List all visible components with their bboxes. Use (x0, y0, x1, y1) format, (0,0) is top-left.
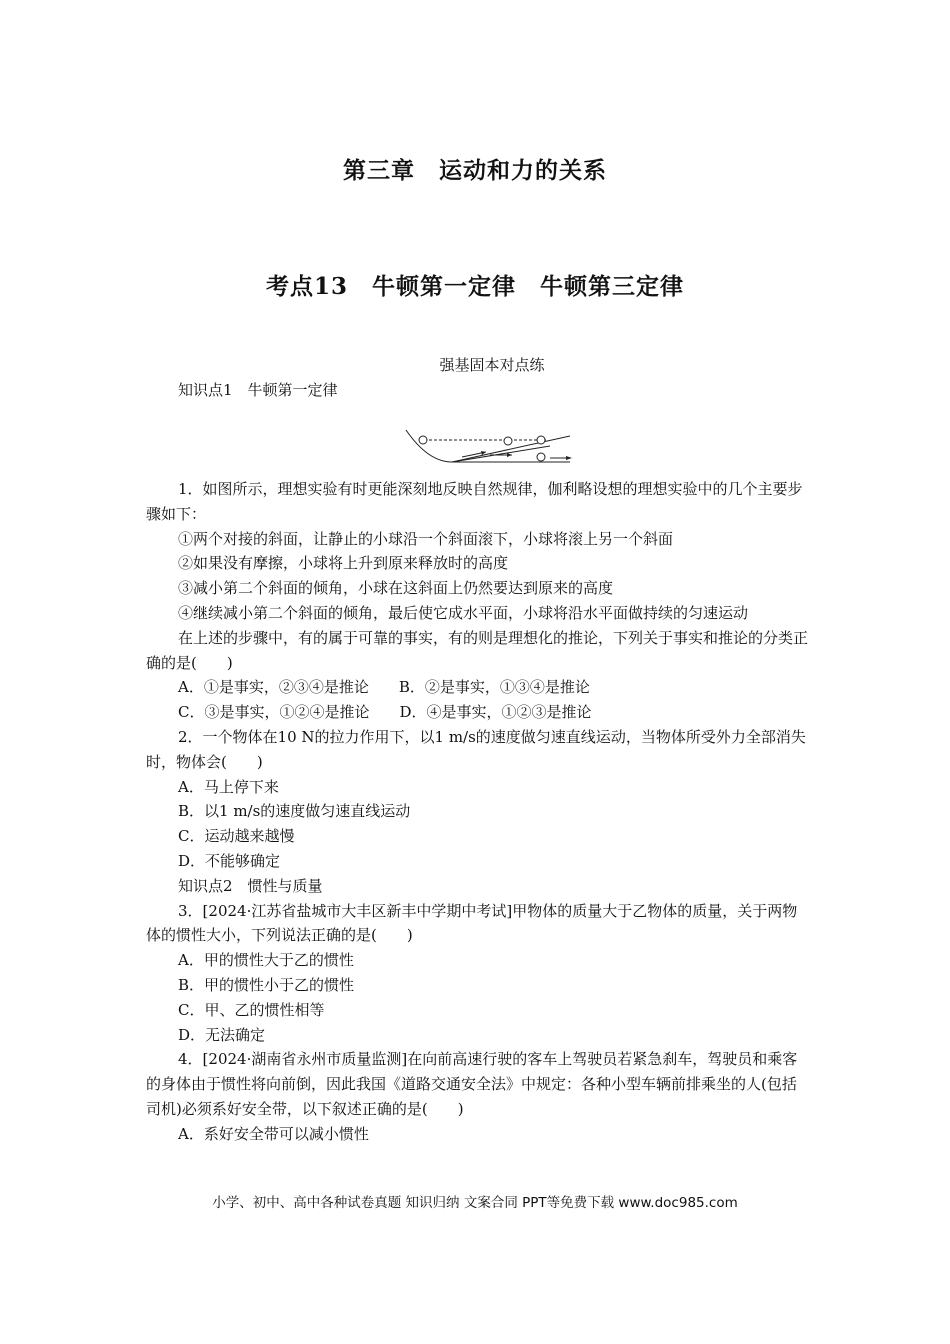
question-body (146, 477, 808, 1147)
q2-option-d: D．不能够确定 (178, 851, 281, 870)
footer-text: 小学、初中、高中各种试卷真题 知识归纳 文案合同 PPT等免费下载 www.doc985.com (212, 1195, 738, 1211)
chapter-title: 第三章 运动和力的关系 (343, 157, 607, 184)
q1-step-4: ④继续减小第二个斜面的倾角，最后使它成水平面，小球将沿水平面做持续的匀速运动 (178, 603, 749, 622)
q3-option-c: C．甲、乙的惯性相等 (178, 1000, 325, 1019)
q1-step-1: ①两个对接的斜面，让静止的小球沿一个斜面滚下，小球将滚上另一个斜面 (178, 529, 674, 548)
q1-step-2: ②如果没有摩擦，小球将上升到原来释放时的高度 (178, 554, 509, 573)
q2-option-b: B．以1 m/s的速度做匀速直线运动 (178, 802, 411, 821)
knowledge-point-2-title: 知识点2 惯性与质量 (178, 876, 323, 895)
section-title: 强基固本对点练 (439, 356, 545, 374)
q3-option-b: B．甲的惯性小于乙的惯性 (178, 975, 355, 994)
q3-option-d: D．无法确定 (178, 1025, 266, 1044)
q1-step-3: ③减小第二个斜面的倾角，小球在这斜面上仍然要达到原来的高度 (178, 579, 614, 598)
q4-stem: 4．[2024·湖南省永州市质量监测]在向前高速行驶的客车上驾驶员若紧急刹车，驾驶员和乘客的身体由于惯性将向前倒，因此我国《道路交通安全法》中规定：各种小型车辆前排乘坐的人(包括司机)必须系好安全带，以下叙述正确的是( ) (146, 1050, 798, 1118)
q3-option-a: A．甲的惯性大于乙的惯性 (178, 951, 354, 970)
q1-stem: 1．如图所示，理想实验有时更能深刻地反映自然规律，伽利略设想的理想实验中的几个主要步骤如下： (146, 480, 803, 523)
galileo-ideal-experiment-figure (400, 424, 584, 470)
q2-stem: 2．一个物体在10 N的拉力作用下，以1 m/s的速度做匀速直线运动，当物体所受外力全部消失时，物体会( ) (146, 727, 806, 771)
topic-title: 考点13 牛顿第一定律 牛顿第三定律 (265, 273, 684, 300)
q1-options-cd: C．③是事实，①②④是推论 D．④是事实，①②③是推论 (178, 703, 592, 722)
knowledge-point-1-title: 知识点1 牛顿第一定律 (178, 381, 338, 399)
q4-option-a: A．系好安全带可以减小惯性 (178, 1124, 369, 1143)
q1-question: 在上述的步骤中，有的属于可靠的事实，有的则是理想化的推论，下列关于事实和推论的分类正确的是( ) (146, 628, 809, 672)
q1-options-ab: A．①是事实，②③④是推论 B．②是事实，①③④是推论 (178, 678, 590, 697)
q2-option-c: C．运动越来越慢 (178, 827, 295, 846)
q2-option-a: A．马上停下来 (178, 777, 279, 796)
q3-stem: 3．[2024·江苏省盐城市大丰区新丰中学期中考试]甲物体的质量大于乙物体的质量，关于两物体的惯性大小，下列说法正确的是( ) (146, 901, 798, 945)
